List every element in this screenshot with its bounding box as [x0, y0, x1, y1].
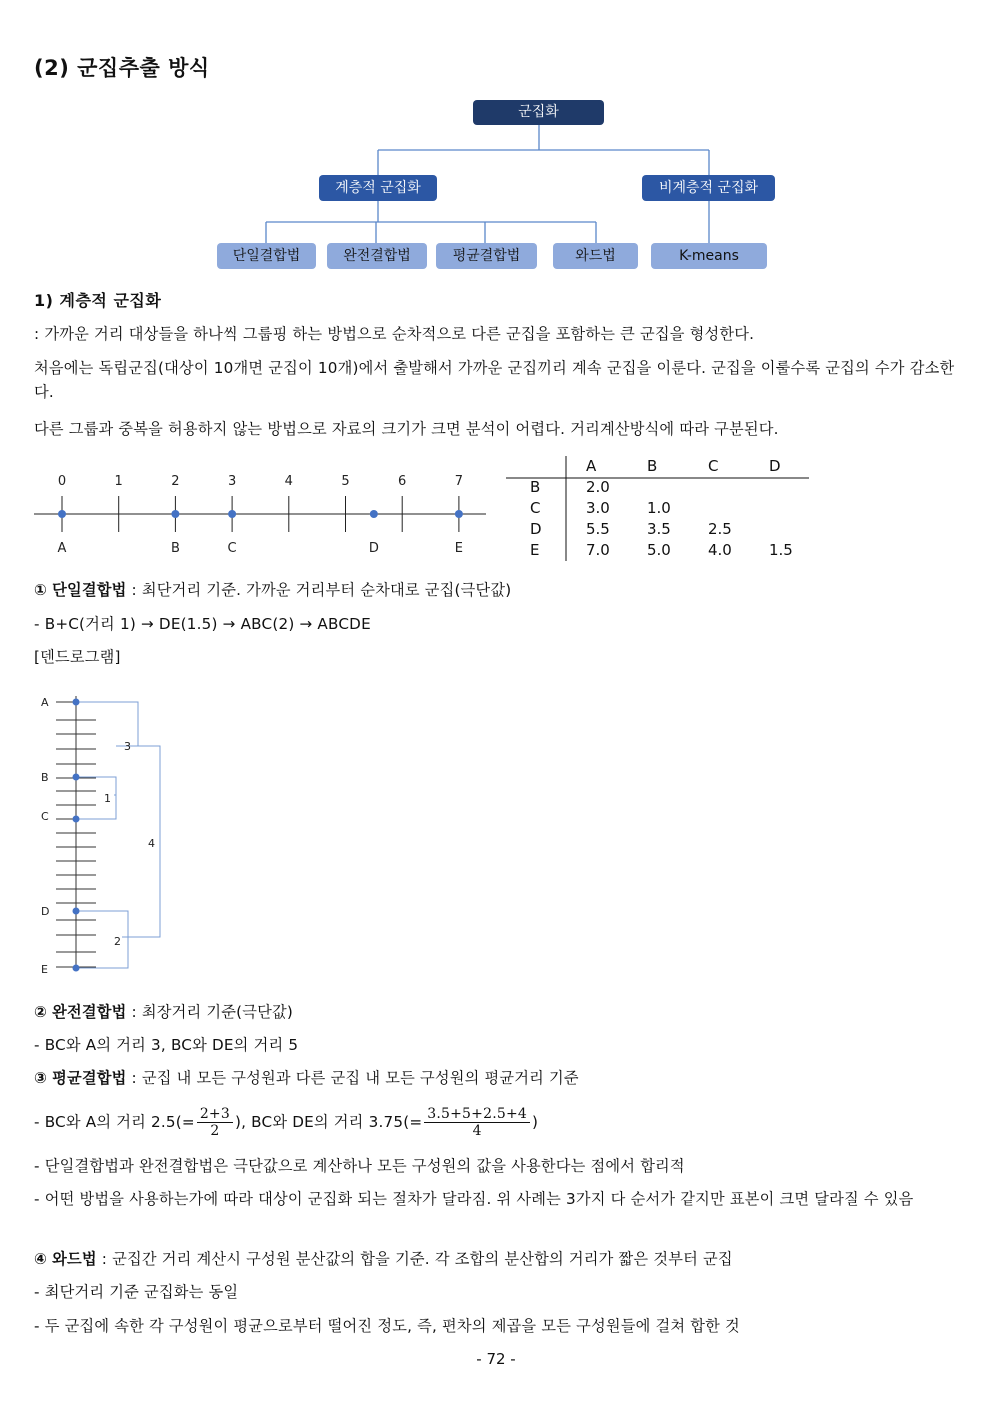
- dendrogram-point: [73, 774, 80, 781]
- matrix-row-label: E: [530, 540, 540, 559]
- marker-2: ②: [34, 1003, 48, 1021]
- average-linkage-desc: : 군집 내 모든 구성원과 다른 군집 내 모든 구성원의 평균거리 기준: [126, 1069, 579, 1087]
- matrix-cell: [708, 497, 769, 518]
- matrix-cell: 1.5: [769, 540, 793, 559]
- complete-linkage-heading: [34, 1000, 958, 1024]
- number-line-point: [370, 510, 378, 518]
- matrix-cell: [769, 518, 809, 539]
- formula-text-a: - BC와 A의 거리 2.5(=: [34, 1113, 195, 1131]
- matrix-cell: 2.5: [708, 519, 732, 538]
- ward-name: 와드법: [52, 1250, 97, 1268]
- number-line-point: [455, 510, 463, 518]
- average-linkage-name: 평균결합법: [52, 1069, 127, 1087]
- number-line-tick-label: 4: [284, 474, 293, 489]
- tree-node-hierarchical: 계층적 군집화: [319, 175, 437, 201]
- matrix-header: C: [708, 456, 719, 475]
- marker-1: ①: [34, 581, 48, 599]
- formula-text-b: ), BC와 DE의 거리 3.75(=: [234, 1113, 423, 1131]
- subsection-title: 1) 계층적 군집화: [34, 291, 162, 310]
- tree-node-complete: 완전결합법: [327, 243, 427, 269]
- complete-linkage-name: 완전결합법: [52, 1003, 127, 1021]
- matrix-cell: 5.5: [586, 519, 610, 538]
- dendrogram-merge-2: 2: [114, 935, 121, 948]
- fraction-2: [424, 1106, 530, 1139]
- section-title: (2) 군집추출 방식: [34, 56, 210, 80]
- matrix-header: B: [647, 456, 658, 475]
- matrix-cell: 7.0: [586, 540, 610, 559]
- dendrogram-merge-4: 4: [148, 837, 155, 850]
- single-linkage-heading: [34, 578, 958, 602]
- tree-node-nonhierarchical: 비계층적 군집화: [642, 175, 775, 201]
- number-line-tick-label: 7: [454, 474, 464, 489]
- dendrogram-label: [덴드로그램]: [34, 648, 121, 666]
- fraction-1: [197, 1106, 233, 1139]
- fraction-1-numerator: 2+3: [197, 1106, 233, 1123]
- tree-node-average: 평균결합법: [436, 243, 537, 269]
- dendrogram-merge-3: 3: [124, 740, 131, 753]
- dendrogram-label-c: C: [41, 810, 49, 823]
- number-line-point: [58, 510, 66, 518]
- average-note-1: - 단일결합법과 완전결합법은 극단값으로 계산하나 모든 구성원의 값을 사용한다는 점에서 합리적: [34, 1157, 685, 1175]
- marker-4: ④: [34, 1250, 48, 1268]
- fraction-2-numerator: 3.5+5+2.5+4: [424, 1106, 530, 1123]
- matrix-header: D: [769, 456, 781, 475]
- matrix-row-label: B: [530, 477, 541, 496]
- dendrogram-label-b: B: [41, 771, 49, 784]
- dendrogram-label-d: D: [41, 905, 50, 918]
- dendrogram-point: [73, 965, 80, 972]
- matrix-cell: [708, 476, 769, 497]
- number-line-point: [228, 510, 236, 518]
- number-line-point-label: B: [170, 541, 180, 556]
- average-note-2: - 어떤 방법을 사용하는가에 따라 대상이 군집화 되는 절차가 달라짐. 위 사례는 3가지 다 순서가 같지만 표본이 크면 달라질 수 있음: [34, 1190, 914, 1208]
- number-line-point-label: A: [57, 541, 67, 556]
- dendrogram-point: [73, 908, 80, 915]
- tree-connectors: [0, 0, 992, 280]
- matrix-cell: 4.0: [708, 540, 732, 559]
- average-linkage-formula: [34, 1100, 958, 1144]
- matrix-cell: 1.0: [647, 498, 671, 517]
- number-line-point-label: E: [454, 541, 464, 556]
- paragraph-3: 다른 그룹과 중복을 허용하지 않는 방법으로 자료의 크기가 크면 분석이 어렵다. 거리계산방식에 따라 구분된다.: [34, 420, 779, 438]
- formula-text-c: ): [532, 1113, 539, 1131]
- page-number: - 72 -: [476, 1350, 516, 1368]
- paragraph-1: : 가까운 거리 대상들을 하나씩 그룹핑 하는 방법으로 순차적으로 다른 군집을 포함하는 큰 군집을 형성한다.: [34, 325, 755, 343]
- matrix-cell: 3.0: [586, 498, 610, 517]
- matrix-cell: [769, 497, 809, 518]
- dendrogram: [30, 690, 180, 980]
- number-line-tick-label: 6: [398, 474, 407, 489]
- matrix-row-label: D: [530, 519, 542, 538]
- fraction-1-denominator: 2: [210, 1123, 220, 1139]
- complete-linkage-line: - BC와 A의 거리 3, BC와 DE의 거리 5: [34, 1036, 299, 1054]
- complete-linkage-desc: : 최장거리 기준(극단값): [126, 1003, 293, 1021]
- ward-heading: [34, 1247, 958, 1271]
- distance-matrix: [506, 455, 809, 560]
- dendrogram-merge-1: 1: [104, 792, 111, 805]
- dendrogram-point: [73, 816, 80, 823]
- ward-line-2: - 두 군집에 속한 각 구성원이 평균으로부터 떨어진 정도, 즉, 편차의 제곱을 모든 구성원들에 걸쳐 합한 것: [34, 1317, 740, 1335]
- single-linkage-desc: : 최단거리 기준. 가까운 거리부터 순차대로 군집(극단값): [126, 581, 512, 599]
- number-line-point-label: C: [227, 541, 237, 556]
- marker-3: ③: [34, 1069, 48, 1087]
- paragraph-2: 처음에는 독립군집(대상이 10개면 군집이 10개)에서 출발해서 가까운 군집끼리 계속 군집을 이룬다. 군집을 이룰수록 군집의 수가 감소한다.: [34, 359, 955, 401]
- matrix-header: A: [586, 456, 597, 475]
- ward-desc: : 군집간 거리 계산시 구성원 분산값의 합을 기준. 각 조합의 분산합의 거리가 짧은 것부터 군집: [96, 1250, 733, 1268]
- tree-node-kmeans: K-means: [651, 243, 767, 269]
- number-line-tick-label: 1: [114, 474, 123, 489]
- number-line-point: [171, 510, 179, 518]
- dendrogram-label-a: A: [41, 696, 49, 709]
- tree-node-root: 군집화: [473, 100, 604, 125]
- matrix-cell: 3.5: [647, 519, 671, 538]
- dendrogram-point: [73, 699, 80, 706]
- single-linkage-sequence: - B+C(거리 1) → DE(1.5) → ABC(2) → ABCDE: [34, 615, 371, 633]
- matrix-row-label: C: [530, 498, 541, 517]
- number-line-tick-label: 5: [341, 474, 350, 489]
- single-linkage-name: 단일결합법: [52, 581, 127, 599]
- number-line: [30, 466, 490, 560]
- ward-line-1: - 최단거리 기준 군집화는 동일: [34, 1283, 239, 1301]
- matrix-cell: 2.0: [586, 477, 610, 496]
- matrix-cell: 5.0: [647, 540, 671, 559]
- number-line-tick-label: 3: [227, 474, 237, 489]
- fraction-2-denominator: 4: [472, 1123, 482, 1139]
- tree-node-single: 단일결합법: [217, 243, 316, 269]
- matrix-cell: [769, 476, 809, 497]
- number-line-point-label: D: [368, 541, 379, 556]
- number-line-tick-label: 2: [171, 474, 180, 489]
- average-linkage-heading: [34, 1066, 958, 1090]
- matrix-cell: [647, 476, 708, 497]
- dendrogram-label-e: E: [41, 963, 48, 976]
- number-line-tick-label: 0: [57, 474, 67, 489]
- tree-node-ward: 와드법: [553, 243, 638, 269]
